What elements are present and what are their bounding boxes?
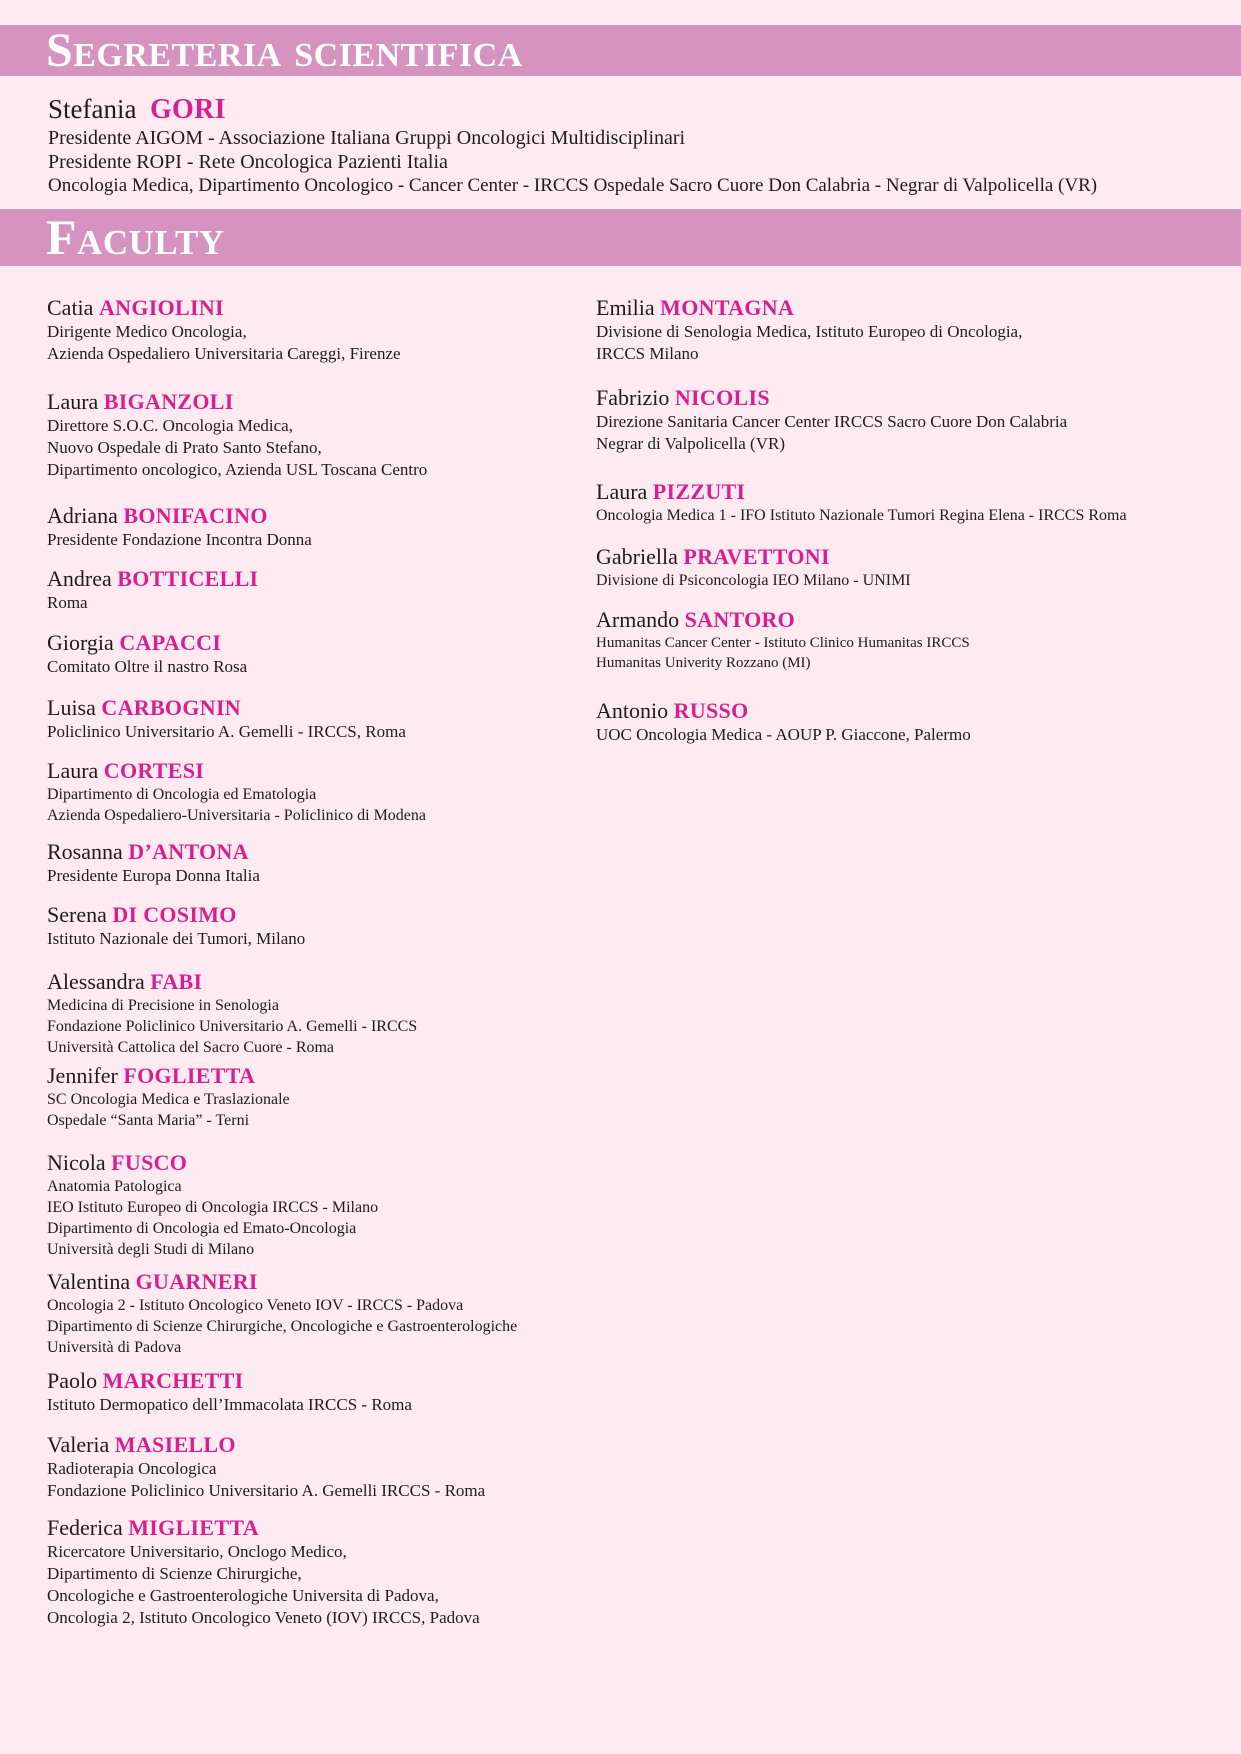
secretariat-header-band (0, 25, 1241, 76)
faculty-surname: FUSCO (111, 1150, 188, 1175)
faculty-affiliation-line: Università Cattolica del Sacro Cuore - Roma (47, 1039, 335, 1056)
faculty-surname: RUSSO (673, 698, 749, 723)
faculty-affiliation-line: Presidente Europa Donna Italia (47, 866, 260, 885)
faculty-first-name: Emilia (596, 295, 655, 320)
faculty-member-name (47, 565, 607, 592)
faculty-member-name (47, 1431, 607, 1458)
faculty-surname: MASIELLO (114, 1432, 236, 1457)
faculty-first-name: Antonio (596, 698, 669, 723)
faculty-affiliation-line: Presidente Fondazione Incontra Donna (47, 530, 312, 549)
faculty-first-name: Adriana (47, 503, 118, 528)
secretary-affiliation-line: Presidente AIGOM - Associazione Italiana Gruppi Oncologici Multidisciplinari (48, 127, 686, 149)
faculty-member-name (47, 294, 607, 321)
faculty-first-name: Rosanna (47, 839, 123, 864)
faculty-affiliation-line: SC Oncologia Medica e Traslazionale (47, 1091, 290, 1108)
faculty-affiliation-line: Ospedale “Santa Maria” - Terni (47, 1112, 250, 1129)
faculty-affiliation-line: Divisione di Psiconcologia IEO Milano - UNIMI (596, 572, 911, 589)
faculty-member-name (47, 694, 607, 721)
faculty-member-name (596, 697, 1236, 724)
faculty-first-name: Andrea (47, 566, 112, 591)
faculty-first-name: Paolo (47, 1368, 98, 1393)
faculty-surname: MARCHETTI (102, 1368, 244, 1393)
faculty-member (47, 968, 607, 1058)
faculty-affiliation-line: IEO Istituto Europeo di Oncologia IRCCS - Milano (47, 1199, 379, 1216)
faculty-surname: CARBOGNIN (101, 695, 241, 720)
faculty-member (47, 629, 607, 678)
faculty-first-name: Alessandra (47, 969, 145, 994)
secretariat-title: Segreteria scientifica (46, 24, 523, 77)
faculty-affiliation-line: Oncologia 2, Istituto Oncologico Veneto (IOV) IRCCS, Padova (47, 1608, 480, 1627)
faculty-member-name (47, 1268, 607, 1295)
faculty-member (596, 294, 1236, 365)
faculty-surname: GUARNERI (135, 1269, 258, 1294)
faculty-affiliation-line: Ricercatore Universitario, Onclogo Medico, (47, 1542, 347, 1561)
faculty-surname: BOTTICELLI (117, 566, 259, 591)
faculty-surname: PRAVETTONI (683, 544, 830, 569)
faculty-affiliation-line: UOC Oncologia Medica - AOUP P. Giaccone, Palermo (596, 725, 971, 744)
faculty-member-name (47, 502, 607, 529)
faculty-surname: DI COSIMO (112, 902, 237, 927)
faculty-member (47, 1268, 607, 1358)
faculty-affiliation-line: Istituto Nazionale dei Tumori, Milano (47, 929, 306, 948)
faculty-surname: BIGANZOLI (103, 389, 234, 414)
faculty-member-name (47, 1367, 607, 1394)
faculty-member-name (596, 478, 1236, 505)
faculty-member-name (596, 543, 1236, 570)
faculty-member (47, 565, 607, 614)
faculty-surname: BONIFACINO (123, 503, 268, 528)
faculty-first-name: Luisa (47, 695, 96, 720)
faculty-affiliation-line: Dipartimento di Scienze Chirurgiche, (47, 1564, 302, 1583)
faculty-affiliation-line: Humanitas Univerity Rozzano (MI) (596, 655, 811, 671)
faculty-first-name: Nicola (47, 1150, 106, 1175)
secretary-first-name: Stefania (48, 94, 137, 124)
faculty-surname: FOGLIETTA (123, 1063, 256, 1088)
faculty-member (47, 502, 607, 551)
faculty-member-name (596, 384, 1236, 411)
faculty-member (47, 1062, 607, 1131)
faculty-affiliation-line: Oncologiche e Gastroenterologiche Universita di Padova, (47, 1586, 439, 1605)
faculty-first-name: Fabrizio (596, 385, 670, 410)
faculty-member-name (47, 1062, 607, 1089)
faculty-affiliation-line: Fondazione Policlinico Universitario A. Gemelli - IRCCS (47, 1018, 418, 1035)
faculty-affiliation-line: Azienda Ospedaliero-Universitaria - Policlinico di Modena (47, 807, 426, 824)
faculty-member (596, 606, 1236, 673)
secretary-affiliation-line: Oncologia Medica, Dipartimento Oncologico - Cancer Center - IRCCS Ospedale Sacro Cuore Don Calabria - Negrar di Valpolicella (VR) (48, 175, 1098, 196)
faculty-affiliation-line: Negrar di Valpolicella (VR) (596, 434, 785, 453)
faculty-first-name: Federica (47, 1515, 123, 1540)
faculty-member-name (47, 901, 607, 928)
faculty-affiliation-line: Dipartimento di Oncologia ed Emato-Oncologia (47, 1220, 357, 1237)
faculty-member (47, 1514, 607, 1629)
faculty-surname: CAPACCI (119, 630, 222, 655)
faculty-member (596, 384, 1236, 455)
faculty-title: Faculty (46, 209, 225, 265)
faculty-affiliation-line: Università di Padova (47, 1339, 182, 1356)
faculty-first-name: Valeria (47, 1432, 110, 1457)
faculty-surname: MONTAGNA (660, 295, 795, 320)
faculty-first-name: Laura (596, 479, 648, 504)
faculty-affiliation-line: Fondazione Policlinico Universitario A. Gemelli IRCCS - Roma (47, 1481, 486, 1500)
faculty-affiliation-line: Comitato Oltre il nastro Rosa (47, 657, 248, 676)
faculty-first-name: Giorgia (47, 630, 114, 655)
faculty-member (47, 757, 607, 826)
faculty-affiliation-line: Humanitas Cancer Center - Istituto Clinico Humanitas IRCCS (596, 635, 970, 651)
faculty-surname: ANGIOLINI (98, 295, 224, 320)
faculty-affiliation-line: Nuovo Ospedale di Prato Santo Stefano, (47, 438, 322, 457)
faculty-affiliation-line: Università degli Studi di Milano (47, 1241, 255, 1258)
faculty-first-name: Laura (47, 389, 99, 414)
faculty-member (47, 694, 607, 743)
faculty-surname: NICOLIS (674, 385, 770, 410)
faculty-member (47, 838, 607, 887)
faculty-affiliation-line: Istituto Dermopatico dell’Immacolata IRCCS - Roma (47, 1395, 412, 1414)
faculty-surname: SANTORO (684, 607, 796, 632)
faculty-affiliation-line: IRCCS Milano (596, 344, 699, 363)
faculty-member-name (47, 1149, 607, 1176)
faculty-member-name (47, 388, 607, 415)
faculty-member (596, 543, 1236, 591)
faculty-affiliation-line: Direttore S.O.C. Oncologia Medica, (47, 416, 293, 435)
faculty-member-name (47, 838, 607, 865)
faculty-surname: PIZZUTI (652, 479, 746, 504)
faculty-first-name: Catia (47, 295, 94, 320)
faculty-affiliation-line: Direzione Sanitaria Cancer Center IRCCS Sacro Cuore Don Calabria (596, 412, 1068, 431)
faculty-member (596, 697, 1236, 746)
secretary-affiliation-line: Presidente ROPI - Rete Oncologica Pazienti Italia (48, 150, 448, 173)
faculty-affiliation-line: Azienda Ospedaliero Universitaria Careggi, Firenze (47, 344, 401, 363)
faculty-surname: CORTESI (103, 758, 205, 783)
faculty-affiliation-line: Anatomia Patologica (47, 1178, 182, 1195)
secretary-surname: GORI (149, 94, 226, 125)
faculty-first-name: Armando (596, 607, 680, 632)
faculty-member (47, 1431, 607, 1502)
secretariat-section (48, 92, 1228, 198)
faculty-member-name (47, 968, 607, 995)
faculty-member (47, 388, 607, 481)
faculty-first-name: Valentina (47, 1269, 131, 1294)
faculty-first-name: Serena (47, 902, 107, 927)
faculty-surname: D’ANTONA (128, 839, 249, 864)
faculty-affiliation-line: Roma (47, 593, 88, 612)
faculty-member (47, 294, 607, 365)
faculty-affiliation-line: Medicina di Precisione in Senologia (47, 997, 279, 1014)
faculty-member (47, 901, 607, 950)
faculty-affiliation-line: Oncologia 2 - Istituto Oncologico Veneto IOV - IRCCS - Padova (47, 1297, 464, 1314)
faculty-first-name: Gabriella (596, 544, 678, 569)
faculty-surname: FABI (150, 969, 203, 994)
faculty-affiliation-line: Radioterapia Oncologica (47, 1459, 217, 1478)
secretary-name (48, 92, 1228, 127)
faculty-surname: MIGLIETTA (128, 1515, 259, 1540)
faculty-affiliation-line: Dipartimento di Oncologia ed Ematologia (47, 786, 317, 803)
faculty-affiliation-line: Dipartimento di Scienze Chirurgiche, Oncologiche e Gastroenterologiche (47, 1318, 518, 1335)
faculty-member-name (596, 606, 1236, 633)
faculty-member (47, 1367, 607, 1416)
faculty-member (47, 1149, 607, 1260)
faculty-member-name (47, 1514, 607, 1541)
faculty-header-band (0, 209, 1241, 266)
faculty-affiliation-line: Dipartimento oncologico, Azienda USL Toscana Centro (47, 460, 428, 479)
faculty-affiliation-line: Oncologia Medica 1 - IFO Istituto Nazionale Tumori Regina Elena - IRCCS Roma (596, 507, 1127, 524)
faculty-affiliation-line: Divisione di Senologia Medica, Istituto Europeo di Oncologia, (596, 322, 1023, 341)
faculty-first-name: Laura (47, 758, 99, 783)
faculty-member-name (47, 757, 607, 784)
faculty-affiliation-line: Policlinico Universitario A. Gemelli - IRCCS, Roma (47, 722, 406, 741)
faculty-member (596, 478, 1236, 526)
faculty-member-name (47, 629, 607, 656)
faculty-affiliation-line: Dirigente Medico Oncologia, (47, 322, 247, 341)
faculty-member-name (596, 294, 1236, 321)
faculty-first-name: Jennifer (47, 1063, 118, 1088)
